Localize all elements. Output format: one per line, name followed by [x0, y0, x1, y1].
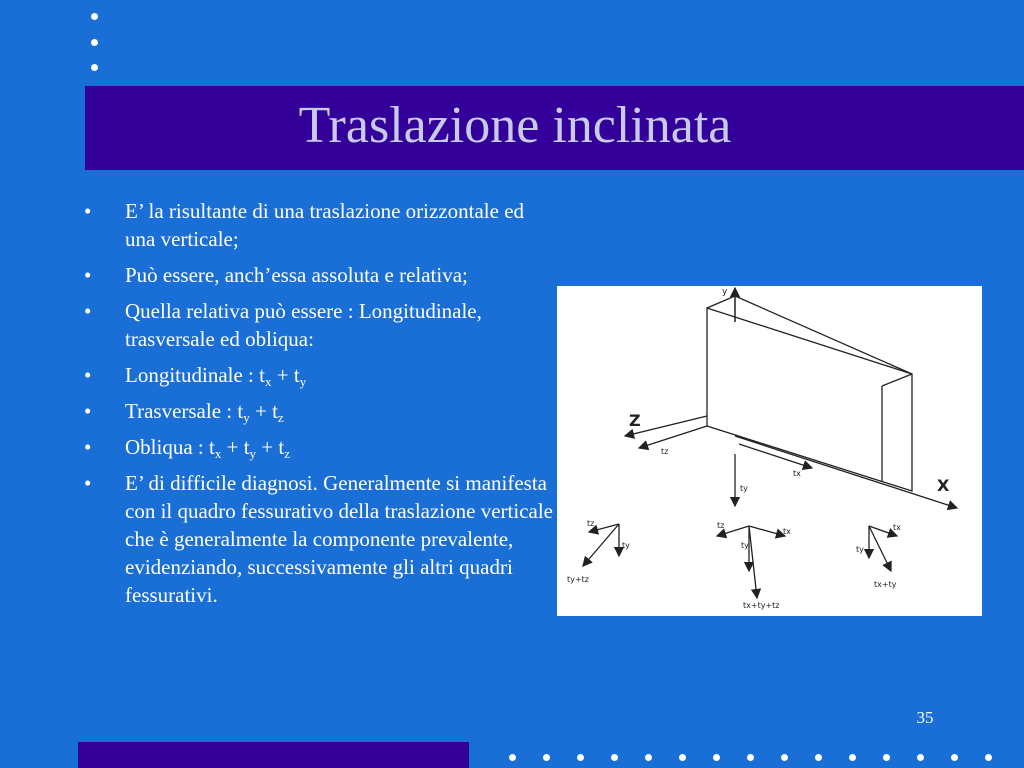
decor-dot	[543, 754, 550, 761]
sub-y: y	[243, 410, 250, 425]
page-number: 35	[916, 708, 934, 727]
label-ty: ty	[740, 484, 748, 493]
bullet-marker: •	[84, 399, 92, 423]
bullet-text: Può essere, anch’essa assoluta e relativa;	[125, 263, 468, 287]
decor-dot	[611, 754, 618, 761]
bullet-item	[84, 261, 554, 289]
plus-sign: +	[256, 435, 279, 459]
decor-dot	[815, 754, 822, 761]
term-t: t	[272, 399, 278, 423]
label-ty: ty	[856, 545, 864, 554]
bullet-text: Longitudinale :	[125, 363, 260, 387]
bullet-text: Obliqua :	[125, 435, 209, 459]
bullet-text: Trasversale :	[125, 399, 238, 423]
label-tx: tx	[793, 469, 801, 478]
plus-sign: +	[249, 399, 273, 423]
decor-dot	[951, 754, 958, 761]
label-ty: ty	[622, 541, 630, 550]
term-t: t	[237, 399, 244, 423]
decor-dot	[577, 754, 584, 761]
bullet-item	[84, 197, 554, 253]
x-axis-line	[735, 436, 957, 508]
bullet-item	[84, 397, 554, 425]
slide-title: Traslazione inclinata	[298, 97, 732, 154]
block-top-edge	[707, 296, 912, 374]
decor-dot	[883, 754, 890, 761]
bullet-item	[84, 433, 554, 461]
label-tz: tz	[587, 519, 595, 528]
label-tz: tz	[717, 521, 725, 530]
bullet-text: E’ la risultante di una traslazione orizzontale ed una verticale;	[125, 199, 525, 251]
term-t: t	[243, 435, 250, 459]
sub-y: y	[249, 446, 257, 461]
bullet-marker: •	[84, 471, 92, 495]
decor-dot	[91, 64, 98, 71]
bullet-marker: •	[84, 363, 92, 387]
label-tx: tx	[893, 523, 901, 532]
label-result-1: ty+tz	[567, 575, 589, 584]
bullet-marker: •	[84, 263, 92, 287]
bullet-list	[84, 197, 554, 617]
sub-z: z	[284, 446, 290, 461]
decor-dot	[91, 13, 98, 20]
bottom-band	[78, 742, 469, 768]
block-front-face	[707, 308, 912, 491]
sub-y: y	[299, 374, 307, 389]
term-t: t	[278, 435, 285, 459]
label-ty: ty	[741, 541, 749, 550]
sub-x: x	[214, 446, 222, 461]
label-x-axis: X	[937, 476, 950, 495]
label-y-axis: y	[722, 287, 728, 297]
bullet-marker: •	[84, 435, 92, 459]
term-t: t	[209, 435, 215, 459]
decor-dot	[91, 39, 98, 46]
decor-dot	[849, 754, 856, 761]
translation-diagram	[557, 286, 982, 616]
bullet-marker: •	[84, 299, 92, 323]
decor-dot	[645, 754, 652, 761]
plus-sign: +	[221, 435, 244, 459]
decor-dot	[917, 754, 924, 761]
label-tz: tz	[661, 447, 669, 456]
sub-z: z	[277, 410, 284, 425]
decor-dot	[747, 754, 754, 761]
bullet-text: Quella relativa può essere : Longitudinale, trasversale ed obliqua:	[125, 299, 482, 351]
decor-dot	[781, 754, 788, 761]
bullet-item	[84, 361, 554, 389]
decor-dot	[985, 754, 992, 761]
plus-sign: +	[271, 363, 294, 387]
label-tx: tx	[783, 527, 791, 536]
bullet-marker: •	[84, 199, 92, 223]
decor-dot	[509, 754, 516, 761]
term-t: t	[293, 363, 300, 387]
decor-dot	[679, 754, 686, 761]
decor-dot	[713, 754, 720, 761]
label-z-axis: Z	[629, 411, 641, 430]
term-t: t	[259, 363, 265, 387]
tz-arrow	[639, 426, 707, 448]
label-result-3: tx+ty	[874, 580, 897, 589]
bullet-item	[84, 297, 554, 353]
title-band	[85, 86, 1024, 170]
resultant-2-arrow	[749, 526, 757, 598]
resultant-1-arrow	[583, 524, 619, 566]
label-result-2: tx+ty+tz	[743, 601, 780, 610]
bullet-item	[84, 469, 554, 609]
diagram-svg	[557, 286, 982, 616]
sub-x: x	[265, 374, 272, 389]
bullet-text: E’ di difficile diagnosi. Generalmente si manifesta con il quadro fessurativo della traslazione verticale che è generalmente la componente prevalente, evidenziando, successivamente gli altri quadri fessurativi.	[125, 471, 553, 607]
